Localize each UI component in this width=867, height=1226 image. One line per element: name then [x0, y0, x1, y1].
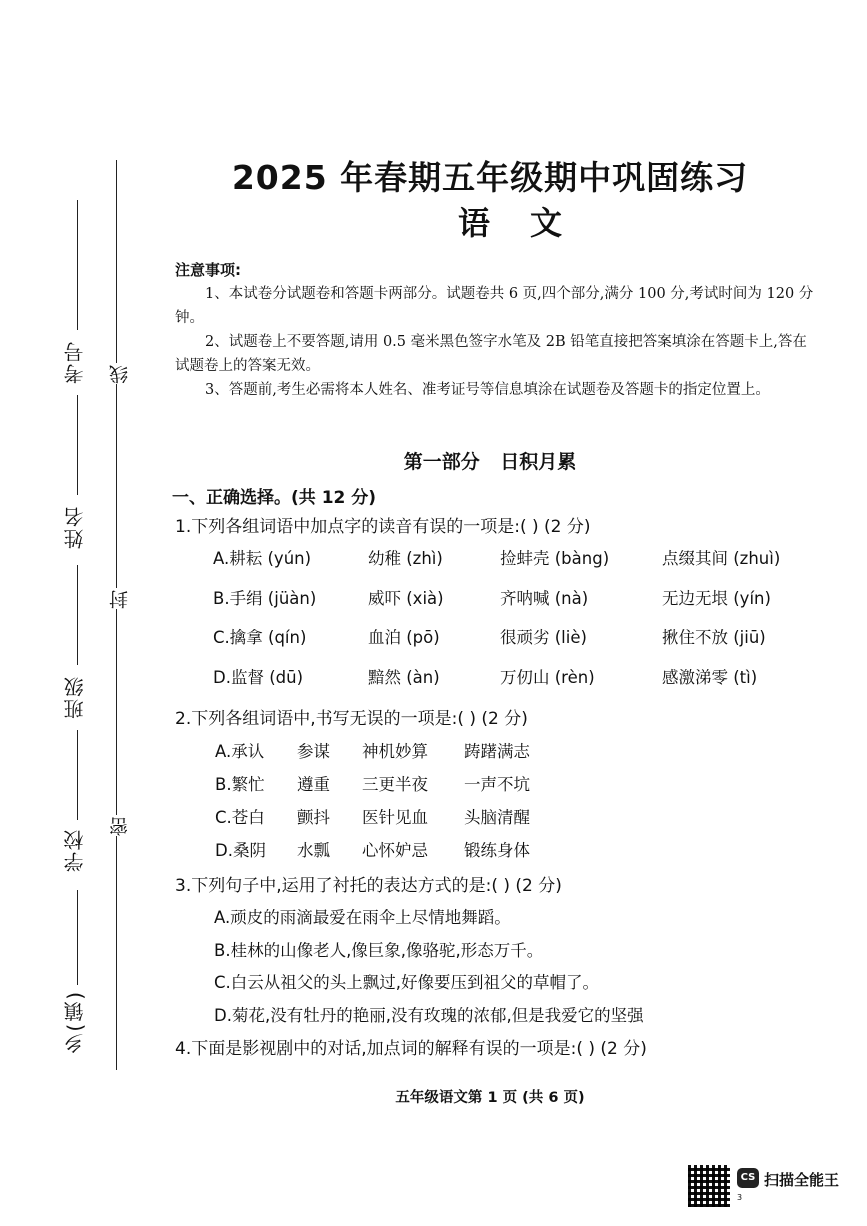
section-title: 一、正确选择。(共 12 分) [172, 488, 377, 508]
option-cell: 捡蚌壳 (bàng) [500, 549, 610, 568]
option-cell: 威吓 (xià) [368, 589, 444, 608]
school-line [77, 730, 78, 820]
field-exam-number: 考号 [63, 340, 87, 384]
option-cell: B.繁忙 [215, 775, 265, 794]
option-cell: 心怀妒忌 [362, 841, 428, 860]
option-cell: 点缀其间 (zhuì) [662, 549, 781, 568]
question-4-stem: 4.下面是影视剧中的对话,加点词的解释有误的一项是:( ) (2 分) [175, 1039, 647, 1059]
seal-char-secret: 密 [106, 815, 133, 836]
option-cell: A.承认 [215, 742, 265, 761]
option-cell: 感激涕零 (tì) [662, 668, 758, 687]
option-cell: 颤抖 [297, 808, 330, 827]
option-cell: C.苍白 [215, 808, 265, 827]
option-cell: 参谋 [297, 742, 330, 761]
notice-item: 3、答题前,考生必需将本人姓名、准考证号等信息填涂在试题卷及答题卡的指定位置上。 [205, 382, 770, 398]
option-sentence: C.白云从祖父的头上飘过,好像要压到祖父的草帽了。 [214, 973, 600, 992]
seal-char-line: 线 [106, 363, 133, 384]
exam-title: 2025 年春期五年级期中巩固练习 [231, 158, 749, 197]
option-cell: 锻练身体 [464, 841, 530, 860]
binding-margin [0, 0, 140, 1226]
question-3-stem: 3.下列句子中,运用了衬托的表达方式的是:( ) (2 分) [175, 876, 562, 896]
option-cell: 三更半夜 [362, 775, 428, 794]
seal-line [116, 160, 117, 1070]
field-town: 乡(镇) [63, 990, 87, 1054]
option-cell: 水瓢 [297, 841, 330, 860]
option-cell: 无边无垠 (yín) [662, 589, 771, 608]
option-sentence: D.菊花,没有牡丹的艳丽,没有玫瑰的浓郁,但是我爱它的坚强 [214, 1006, 644, 1025]
camscanner-logo-icon: CS [737, 1168, 759, 1188]
notice-item: 2、试题卷上不要答题,请用 0.5 毫米黑色签字水笔及 2B 铅笔直接把答案填涂在答题卡上,答在试题卷上的答案无效。 [175, 334, 807, 374]
option-cell: 黯然 (àn) [368, 668, 440, 687]
town-line [77, 890, 78, 985]
option-sentence: A.顽皮的雨滴最爱在雨伞上尽情地舞蹈。 [214, 908, 511, 927]
scanner-subtext: 3 [737, 1193, 743, 1202]
option-cell: D.监督 (dū) [213, 668, 304, 687]
option-cell: 万仞山 (rèn) [500, 668, 595, 687]
option-cell: 很顽劣 (liè) [500, 628, 587, 647]
option-cell: 一声不坑 [464, 775, 530, 794]
option-sentence: B.桂林的山像老人,像巨象,像骆驼,形态万千。 [214, 941, 544, 960]
option-cell: D.桑阴 [215, 841, 266, 860]
field-class: 班级 [63, 675, 87, 719]
option-cell: 遵重 [297, 775, 330, 794]
option-cell: B.手绢 (jüàn) [213, 589, 317, 608]
scanner-watermark: 扫描全能王 [764, 1171, 840, 1189]
class-line [77, 565, 78, 665]
option-cell: 揪住不放 (jiū) [662, 628, 766, 647]
option-cell: 踌躇满志 [464, 742, 530, 761]
notice-heading: 注意事项: [175, 261, 241, 279]
option-cell: 幼稚 (zhì) [368, 549, 443, 568]
option-cell: 神机妙算 [362, 742, 428, 761]
option-cell: 头脑清醒 [464, 808, 530, 827]
option-cell: C.擒拿 (qín) [213, 628, 307, 647]
seal-char-seal: 封 [106, 588, 133, 609]
option-cell: 齐呐喊 (nà) [500, 589, 589, 608]
part-title: 第一部分 日积月累 [403, 451, 577, 473]
qr-code-icon [688, 1165, 730, 1207]
question-1-stem: 1.下列各组词语中加点字的读音有误的一项是:( ) (2 分) [175, 517, 591, 537]
exam-number-line [77, 200, 78, 330]
notice [175, 258, 815, 402]
field-name: 姓名 [63, 505, 87, 549]
page-footer: 五年级语文第 1 页 (共 6 页) [395, 1090, 585, 1106]
option-cell: A.耕耘 (yún) [213, 549, 312, 568]
exam-subject: 语文 [457, 204, 602, 242]
option-cell: 医针见血 [362, 808, 428, 827]
notice-item: 1、本试卷分试题卷和答题卡两部分。试题卷共 6 页,四个部分,满分 100 分,考试时间为 120 分钟。 [175, 286, 814, 326]
question-2-stem: 2.下列各组词语中,书写无误的一项是:( ) (2 分) [175, 709, 528, 729]
name-line [77, 395, 78, 495]
option-cell: 血泊 (pō) [368, 628, 440, 647]
field-school: 学校 [63, 828, 87, 872]
